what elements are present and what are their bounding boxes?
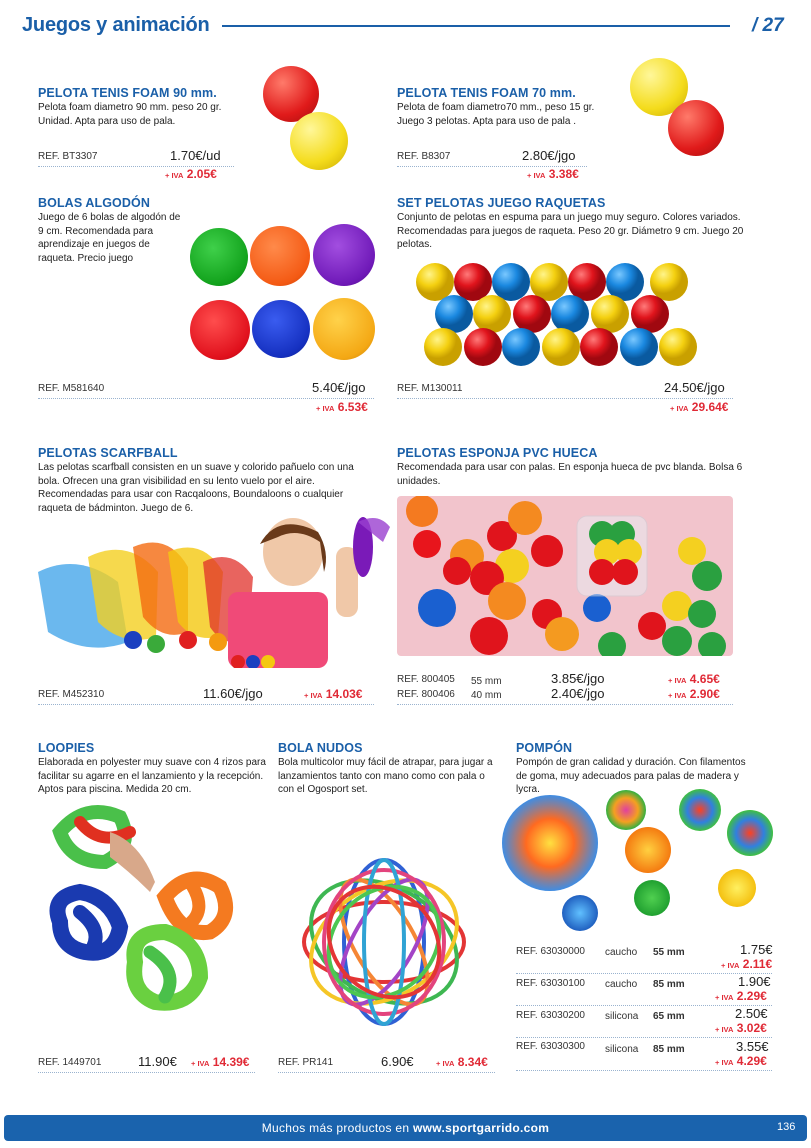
dotted-divider — [516, 1037, 772, 1038]
product-title: PELOTA TENIS FOAM 70 mm. — [397, 86, 576, 100]
product-material: silicona — [605, 1011, 639, 1022]
product-ref: REF. 800405 — [397, 674, 455, 685]
price-with-iva: + IVA 4.65€ — [668, 672, 720, 686]
price-with-iva: + IVA 29.64€ — [670, 400, 729, 414]
price-with-iva: + IVA 14.03€ — [304, 687, 363, 701]
product-title: LOOPIES — [38, 741, 95, 755]
product-description: Bola multicolor muy fácil de atrapar, para jugar a lanzamientos tanto con mano como con pala o con el Ogosport set. — [278, 757, 493, 795]
scarfball-photo — [38, 512, 394, 668]
price-with-iva: + IVA 2.05€ — [165, 167, 217, 181]
product-price: 3.55€ — [736, 1039, 769, 1054]
price-with-iva: + IVA 8.34€ — [436, 1055, 488, 1069]
product-size: 65 mm — [653, 1011, 685, 1022]
dotted-divider — [516, 1005, 772, 1006]
product-description: Juego de 6 bolas de algodón de 9 cm. Recomendada para aprendizaje en juegos de raqueta. Precio juego — [38, 212, 181, 264]
price-with-iva: + IVA 6.53€ — [316, 400, 368, 414]
dotted-divider — [38, 398, 374, 399]
product-description: Pelota de foam diametro70 mm., peso 15 gr. Juego 3 pelotas. Apta para uso de pala . — [397, 102, 595, 127]
website-link[interactable]: www.sportgarrido.com — [413, 1121, 550, 1135]
price-with-iva: + IVA 3.38€ — [527, 167, 579, 181]
price-with-iva: + IVA 2.90€ — [668, 687, 720, 701]
dotted-divider — [516, 973, 772, 974]
product-price: 2.50€ — [735, 1006, 768, 1021]
product-material: silicona — [605, 1044, 639, 1055]
price-with-iva: + IVA 4.29€ — [715, 1054, 767, 1068]
product-size: 40 mm — [471, 690, 502, 701]
product-price: 11.60€/jgo — [203, 686, 263, 701]
product-title: BOLAS ALGODÓN — [38, 196, 150, 210]
purple-cotton-ball-image — [313, 224, 375, 286]
product-description: Pompón de gran calidad y duración. Con filamentos de goma, muy adecuados para palas de madera y lycra. — [516, 757, 746, 795]
product-ref: REF. PR141 — [278, 1057, 334, 1068]
foam-balls-set-image — [414, 262, 700, 368]
section-page-tag: / 27 — [752, 15, 784, 36]
product-price: 5.40€/jgo — [312, 380, 366, 395]
product-ref: REF. M130011 — [397, 383, 463, 394]
product-ref: REF. B8307 — [397, 151, 451, 162]
product-price: 11.90€ — [138, 1054, 177, 1069]
green-cotton-ball-image — [190, 228, 248, 286]
red-cotton-ball-image — [190, 300, 250, 360]
price-with-iva: + IVA 2.11€ — [721, 957, 773, 971]
price-with-iva: + IVA 3.02€ — [715, 1021, 767, 1035]
product-size: 55 mm — [653, 947, 685, 958]
loopies-photo — [40, 802, 250, 1022]
footer-text: Muchos más productos en www.sportgarrido.com — [261, 1121, 550, 1135]
product-price: 1.75€ — [740, 942, 773, 957]
product-ref: REF. 800406 — [397, 689, 455, 700]
header-divider — [222, 25, 730, 27]
product-ref: REF. M581640 — [38, 383, 105, 394]
pompon-balls-image — [500, 788, 776, 936]
product-ref: REF. 63030000 — [516, 946, 585, 957]
product-title: POMPÓN — [516, 741, 573, 755]
product-material: caucho — [605, 979, 638, 990]
product-size: 85 mm — [653, 1044, 685, 1055]
dotted-divider — [397, 398, 733, 399]
product-ref: REF. 1449701 — [38, 1057, 102, 1068]
product-material: caucho — [605, 947, 638, 958]
product-title: PELOTAS SCARFBALL — [38, 446, 178, 460]
product-ref: REF. 63030200 — [516, 1010, 585, 1021]
blue-cotton-ball-image — [252, 300, 310, 358]
product-size: 55 mm — [471, 676, 502, 687]
product-description: Conjunto de pelotas en espuma para un juego muy seguro. Colores variados. Recomendadas para juegos de raqueta. Peso 20 gr. Diámetro 9 cm. Juego 20 pelotas. — [397, 212, 744, 250]
page-number: 136 — [777, 1121, 796, 1133]
yellow-foam-ball-image — [290, 112, 348, 170]
product-description: Elaborada en polyester muy suave con 4 rizos para facilitar su agarre en el lanzamiento y la recepción. Aptos para piscina. Medida 20 cm. — [38, 757, 266, 795]
yellow-cotton-ball-image — [313, 298, 375, 360]
product-price: 1.90€ — [738, 974, 771, 989]
dotted-divider — [38, 1072, 255, 1073]
orange-cotton-ball-image — [250, 226, 310, 286]
product-description: Pelota foam diametro 90 mm. peso 20 gr. Unidad. Apta para uso de pala. — [38, 102, 222, 127]
product-ref: REF. BT3307 — [38, 151, 98, 162]
knot-ball-image — [292, 852, 476, 1032]
product-title: PELOTA TENIS FOAM 90 mm. — [38, 86, 217, 100]
product-title: PELOTAS ESPONJA PVC HUECA — [397, 446, 598, 460]
product-size: 85 mm — [653, 979, 685, 990]
product-price: 2.80€/jgo — [522, 148, 576, 163]
dotted-divider — [397, 704, 733, 705]
dotted-divider — [38, 704, 374, 705]
product-price: 2.40€/jgo — [551, 686, 605, 701]
page-title: Juegos y animación — [22, 14, 210, 36]
product-ref: REF. 63030100 — [516, 978, 585, 989]
product-ref: REF. 63030300 — [516, 1041, 585, 1052]
price-with-iva: + IVA 2.29€ — [715, 989, 767, 1003]
product-price: 1.70€/ud — [170, 148, 221, 163]
product-ref: REF. M452310 — [38, 689, 105, 700]
product-description: Recomendada para usar con palas. En esponja hueca de pvc blanda. Bolsa 6 unidades. — [397, 462, 743, 487]
product-price: 6.90€ — [381, 1054, 414, 1069]
pvc-sponge-balls-photo — [397, 496, 733, 656]
product-title: BOLA NUDOS — [278, 741, 363, 755]
product-price: 3.85€/jgo — [551, 671, 605, 686]
red-foam-ball-image — [668, 100, 724, 156]
product-title: SET PELOTAS JUEGO RAQUETAS — [397, 196, 606, 210]
price-with-iva: + IVA 14.39€ — [191, 1055, 250, 1069]
product-price: 24.50€/jgo — [664, 380, 725, 395]
product-description: Las pelotas scarfball consisten en un suave y colorido pañuelo con una bola. Ofrecen una gran visibilidad en su lento vuelo por el aire. Recomendadas para usar con Racqaloons, Boundaloons o cualquier raqueta de bádminton. Juego de 6. — [38, 462, 354, 514]
dotted-divider — [516, 1070, 772, 1071]
dotted-divider — [278, 1072, 495, 1073]
